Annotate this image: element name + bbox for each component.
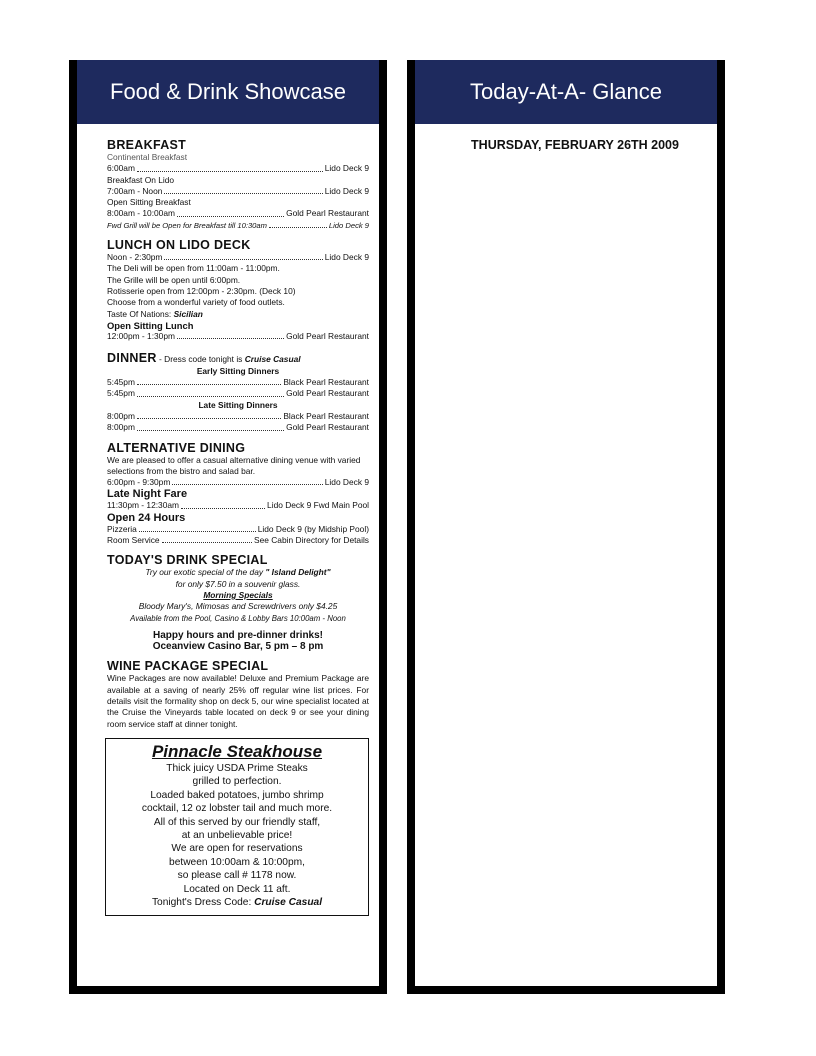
food-drink-panel <box>69 60 387 994</box>
schedule-date: THURSDAY, FEBRUARY 26TH 2009 <box>471 138 679 152</box>
lido-label: Breakfast On Lido <box>107 174 175 185</box>
early-dinner-row: 5:45pm Gold Pearl Restaurant <box>107 388 369 399</box>
late-dinner-row: 8:00pm Black Pearl Restaurant <box>107 410 369 421</box>
drink-line-2: for only $7.50 in a souvenir glass. <box>175 578 301 589</box>
drink-heading: TODAY'S DRINK SPECIAL <box>107 553 268 568</box>
continental-label: Continental Breakfast <box>107 152 188 162</box>
steakhouse-box <box>105 738 369 916</box>
today-glance-title: Today-At-A- Glance <box>415 60 717 124</box>
open-lunch-row: 12:00pm - 1:30pm Gold Pearl Restaurant <box>107 331 369 342</box>
room-service-row: Room Service See Cabin Directory for Details <box>107 535 369 546</box>
food-drink-inner <box>77 60 379 986</box>
steakhouse-dress: Tonight's Dress Code: Cruise Casual <box>151 896 323 908</box>
today-glance-panel <box>407 60 725 994</box>
lido-row: 7:00am - Noon Lido Deck 9 <box>107 185 369 196</box>
late-dinner-row: 8:00pm Gold Pearl Restaurant <box>107 422 369 433</box>
steakhouse-line: cocktail, 12 oz lobster tail and much more. <box>141 803 333 815</box>
schedule-content <box>415 124 717 151</box>
late-dinner-heading: Late Sitting Dinners <box>198 399 278 410</box>
steakhouse-line: Loaded baked potatoes, jumbo shrimp <box>150 789 324 801</box>
happy-hour-2: Oceanview Casino Bar, 5 pm – 8 pm <box>152 641 324 653</box>
breakfast-heading: BREAKFAST <box>107 138 187 152</box>
early-dinner-heading: Early Sitting Dinners <box>196 365 280 376</box>
early-dinner-row: 5:45pm Black Pearl Restaurant <box>107 377 369 388</box>
steakhouse-line: All of this served by our friendly staff, <box>153 816 321 828</box>
lunch-noon-row: Noon - 2:30pm Lido Deck 9 <box>107 252 369 263</box>
pizzeria-row: Pizzeria Lido Deck 9 (by Midship Pool) <box>107 523 369 534</box>
steakhouse-line: Located on Deck 11 aft. <box>183 883 291 895</box>
open-breakfast-label: Open Sitting Breakfast <box>107 197 191 208</box>
steakhouse-line: at an unbelievable price! <box>181 829 293 841</box>
alternative-heading: ALTERNATIVE DINING <box>107 440 246 455</box>
steakhouse-title: Pinnacle Steakhouse <box>151 741 323 761</box>
today-glance-inner <box>415 60 717 986</box>
steakhouse-line: grilled to perfection. <box>192 776 282 788</box>
happy-hour-1: Happy hours and pre-dinner drinks! <box>152 629 324 641</box>
wine-para: Wine Packages are now available! Deluxe and Premium Package are available at a saving of nearly 25% off regular wine list prices. For details visit the formality shop on deck 5, our wine specialist located at the Cruise the Vineyards table located on deck 9 or see your dining room service staff at dinner tonight. <box>107 673 369 729</box>
late-night-row: 11:30pm - 12:30am Lido Deck 9 Fwd Main Pool <box>107 500 369 511</box>
alternative-row: 6:00pm - 9:30pm Lido Deck 9 <box>107 477 369 488</box>
open-lunch-heading: Open Sitting Lunch <box>107 319 194 331</box>
taste-of-nations: Taste Of Nations: Sicilian <box>107 308 203 319</box>
drink-line-4: Available from the Pool, Casino & Lobby Bars 10:00am - Noon <box>130 613 346 623</box>
morning-specials: Morning Specials <box>203 589 273 600</box>
food-drink-title: Food & Drink Showcase <box>77 60 379 124</box>
lunch-line-2: The Grille will be open until 6:00pm. <box>107 274 241 285</box>
alternative-para: We are pleased to offer a casual alternative dining venue with varied selections from the bistro and salad bar. <box>107 454 361 476</box>
lunch-line-1: The Deli will be open from 11:00am - 11:00pm. <box>107 263 280 274</box>
open-breakfast-row: 8:00am - 10:00am Gold Pearl Restaurant <box>107 208 369 219</box>
lunch-heading: LUNCH ON LIDO DECK <box>107 238 251 253</box>
lunch-line-4: Choose from a wonderful variety of food outlets. <box>107 297 285 308</box>
steakhouse-line: Thick juicy USDA Prime Steaks <box>166 762 308 774</box>
food-drink-content <box>77 124 379 916</box>
wine-heading: WINE PACKAGE SPECIAL <box>107 659 269 674</box>
continental-row: 6:00am Lido Deck 9 <box>107 163 369 174</box>
steakhouse-line: so please call # 1178 now. <box>177 870 297 882</box>
dinner-heading-line: DINNER - Dress code tonight is Cruise Casual <box>107 351 301 366</box>
open24-heading: Open 24 Hours <box>107 511 186 524</box>
steakhouse-line: between 10:00am & 10:00pm, <box>169 856 305 868</box>
lunch-line-3: Rotisserie open from 12:00pm - 2:30pm. (Deck 10) <box>107 285 296 296</box>
grill-note: Fwd Grill will be Open for Breakfast till 10:30am Lido Deck 9 <box>107 220 369 230</box>
steakhouse-line: We are open for reservations <box>171 843 303 855</box>
drink-line-1: Try our exotic special of the day " Island Delight" <box>145 567 331 578</box>
drink-line-3: Bloody Mary's, Mimosas and Screwdrivers only $4.25 <box>138 601 338 612</box>
late-night-heading: Late Night Fare <box>107 488 188 501</box>
